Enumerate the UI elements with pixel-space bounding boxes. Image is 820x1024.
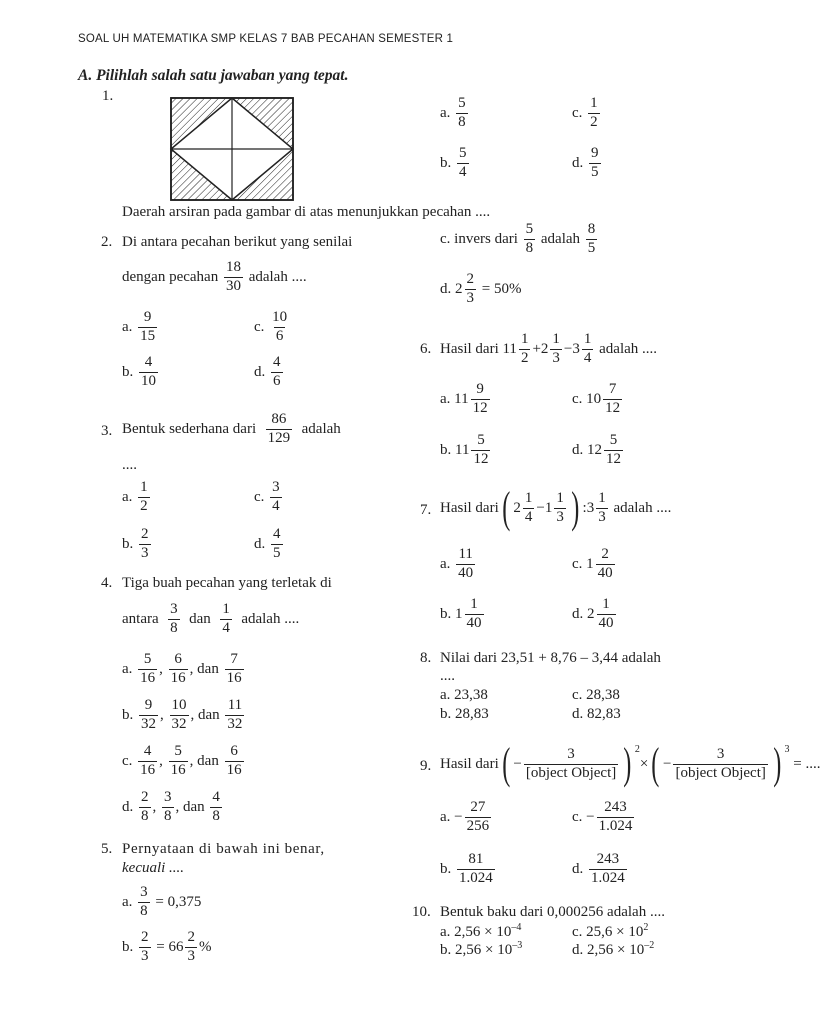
- q2-option-c[interactable]: c. $\frac{10}{6}$: [254, 309, 288, 344]
- q4-number: 4.: [101, 575, 113, 591]
- q6-option-d[interactable]: d. 12 $\frac{5}{12}$: [572, 432, 621, 467]
- q3-line1: Bentuk sederhana dari $\frac{86}{129}$ adalah: [122, 411, 341, 446]
- q6-stem: Hasil dari 11 $\frac{1}{2}$ + 2 $\frac{1}{3}$ − 3 $\frac{1}{4}$ adalah ....: [440, 331, 658, 366]
- q1-option-d[interactable]: d. $\frac{9}{5}$: [572, 145, 599, 180]
- q1-option-a[interactable]: a. $\frac{5}{8}$: [440, 95, 466, 130]
- q2-option-a[interactable]: a. $\frac{9}{15}$: [122, 309, 156, 344]
- q1-figure: [170, 97, 294, 201]
- q7-number: 7.: [420, 502, 432, 518]
- q6-option-a[interactable]: a. 11 $\frac{9}{12}$: [440, 381, 488, 416]
- q2-line2: dengan pecahan $\frac{18}{30}$ adalah ....: [122, 259, 307, 294]
- q5-number: 5.: [101, 841, 113, 857]
- q1-option-b[interactable]: b. $\frac{5}{4}$: [440, 145, 467, 180]
- q2-line1: Di antara pecahan berikut yang senilai: [122, 234, 353, 250]
- q1-number: 1.: [102, 88, 114, 104]
- right-paren-icon: ): [773, 739, 782, 788]
- q7-option-d[interactable]: d. 2 $\frac{1}{40}$: [572, 596, 614, 631]
- q9-option-d[interactable]: d. $\frac{243}{1.024}$: [572, 851, 625, 886]
- q6-number: 6.: [420, 341, 432, 357]
- q3-option-a[interactable]: a. $\frac{1}{2}$: [122, 479, 148, 514]
- q4-option-c[interactable]: c. $\frac{4}{16}$ , $\frac{5}{16}$ , dan $\frac{6}{16}$: [122, 743, 242, 778]
- q2-number: 2.: [101, 234, 113, 250]
- q7-option-a[interactable]: a. $\frac{11}{40}$: [440, 546, 474, 581]
- q6-option-b[interactable]: b. 11 $\frac{5}{12}$: [440, 432, 489, 467]
- q10-option-c[interactable]: c. $25,6 \times 10^2$: [572, 922, 649, 940]
- q7-option-c[interactable]: c. 1 $\frac{2}{40}$: [572, 546, 613, 581]
- q5-option-b[interactable]: b. $\frac{2}{3}$ = 66 $\frac{2}{3}$ %: [122, 929, 212, 964]
- q3-option-c[interactable]: c. $\frac{3}{4}$: [254, 479, 280, 514]
- q9-option-c[interactable]: c. − $\frac{243}{1.024}$: [572, 799, 633, 834]
- q1-option-c[interactable]: c. $\frac{1}{2}$: [572, 95, 598, 130]
- q2-fraction: $\frac{18}{30}$: [225, 259, 241, 294]
- q5-line1: Pernyataan di bawah ini benar,: [122, 841, 325, 857]
- q8-stem: Nilai dari 23,51 + 8,76 – 3,44 adalah: [440, 650, 661, 666]
- q3-option-d[interactable]: d. $\frac{4}{5}$: [254, 526, 281, 561]
- q8-option-b[interactable]: b. 28,83: [440, 706, 489, 722]
- q4-option-a[interactable]: a. $\frac{5}{16}$ , $\frac{6}{16}$ , dan $\frac{7}{16}$: [122, 651, 242, 686]
- q5-line2: kecuali ....: [122, 860, 185, 876]
- q8-dots: ....: [440, 668, 455, 684]
- q5-option-c[interactable]: c. invers dari $\frac{5}{8}$ adalah $\frac{8}{5}$: [440, 221, 596, 256]
- q4-line2: antara $\frac{3}{8}$ dan $\frac{1}{4}$ adalah ....: [122, 601, 300, 636]
- right-paren-icon: ): [571, 483, 580, 532]
- section-title: A. Pilihlah salah satu jawaban yang tepat.: [78, 67, 349, 84]
- q10-option-a[interactable]: a. $2,56 \times 10^{-4}$: [440, 922, 522, 940]
- q3-option-b[interactable]: b. $\frac{2}{3}$: [122, 526, 149, 561]
- q9-number: 9.: [420, 758, 432, 774]
- left-paren-icon: (: [502, 739, 511, 788]
- q7-option-b[interactable]: b. 1 $\frac{1}{40}$: [440, 596, 482, 631]
- q2-option-d[interactable]: d. $\frac{4}{6}$: [254, 354, 281, 389]
- q5-option-d[interactable]: d. 2 $\frac{2}{3}$ = 50%: [440, 271, 522, 306]
- q1-caption: Daerah arsiran pada gambar di atas menunjukkan pecahan ....: [122, 204, 491, 220]
- q4-option-b[interactable]: b. $\frac{9}{32}$ , $\frac{10}{32}$ , dan $\frac{11}{32}$: [122, 697, 243, 732]
- q4-line1: Tiga buah pecahan yang terletak di: [122, 575, 332, 591]
- q3-dots: ....: [122, 457, 137, 473]
- q10-stem: Bentuk baku dari 0,000256 adalah ....: [440, 904, 665, 920]
- q9-option-b[interactable]: b. $\frac{81}{1.024}$: [440, 851, 493, 886]
- q5-option-a[interactable]: a. $\frac{3}{8}$ = 0,375: [122, 884, 202, 919]
- q8-option-c[interactable]: c. 28,38: [572, 687, 620, 703]
- q8-option-d[interactable]: d. 82,83: [572, 706, 621, 722]
- page-header: SOAL UH MATEMATIKA SMP KELAS 7 BAB PECAHAN SEMESTER 1: [78, 33, 454, 45]
- q10-number: 10.: [412, 904, 431, 920]
- q7-stem: Hasil dari ( 2 $\frac{1}{4}$ − 1 $\frac{1}{3}$ ) : 3 $\frac{1}{3}$ adalah ....: [440, 483, 672, 532]
- q8-option-a[interactable]: a. 23,38: [440, 687, 488, 703]
- q10-option-b[interactable]: b. $2,56 \times 10^{-3}$: [440, 940, 523, 958]
- q3-number: 3.: [101, 423, 113, 439]
- q2-option-b[interactable]: b. $\frac{4}{10}$: [122, 354, 156, 389]
- q10-option-d[interactable]: d. $2,56 \times 10^{-2}$: [572, 940, 655, 958]
- q6-option-c[interactable]: c. 10 $\frac{7}{12}$: [572, 381, 621, 416]
- q3-fraction: $\frac{86}{129}$: [267, 411, 291, 446]
- left-paren-icon: (: [651, 739, 660, 788]
- q9-stem: Hasil dari ( − $\frac{3}{\text{[object Object]}}$ ) 2 × ( − $\frac{3}{\text{[object Object]}}$ ) 3 = ....: [440, 739, 820, 788]
- q4-option-d[interactable]: d. $\frac{2}{8}$ , $\frac{3}{8}$ , dan $\frac{4}{8}$: [122, 789, 220, 824]
- q9-option-a[interactable]: a. − $\frac{27}{256}$: [440, 799, 490, 834]
- right-paren-icon: ): [623, 739, 632, 788]
- left-paren-icon: (: [502, 483, 511, 532]
- q8-number: 8.: [420, 650, 432, 666]
